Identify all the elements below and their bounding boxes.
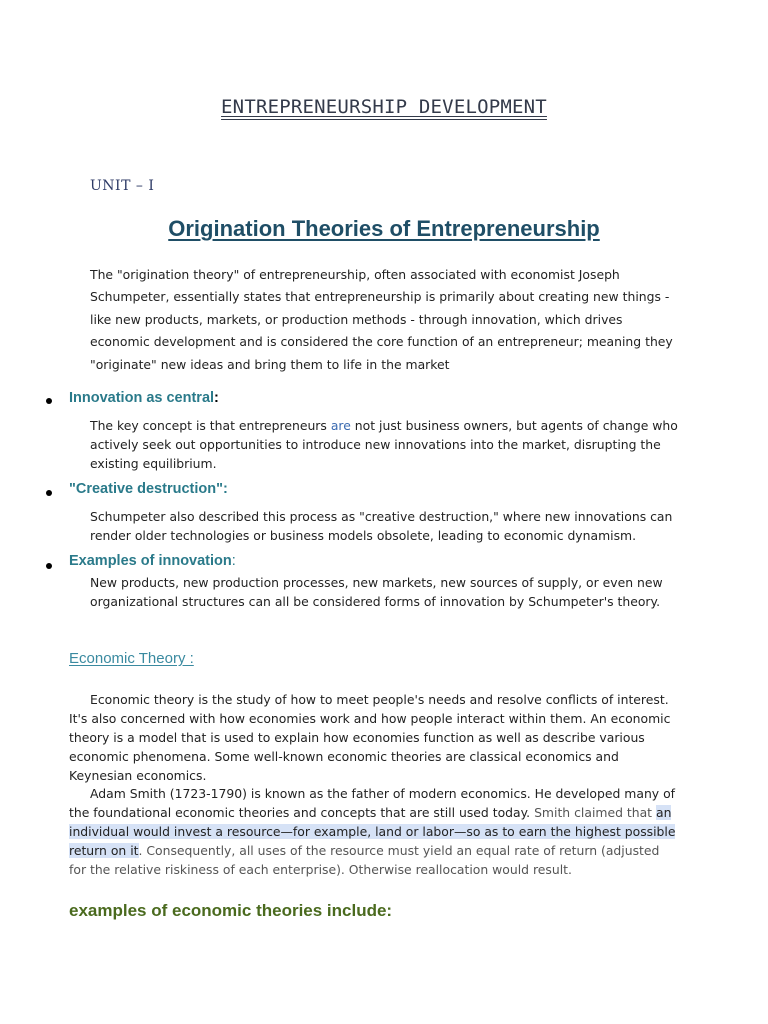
paragraph-text-gray: Smith claimed that: [534, 805, 656, 820]
bullet-body-text: not just business owners, but agents of change who actively seek out opportunities to introduce new innovations into the market, disrupting the existing equilibrium.: [90, 418, 678, 471]
bullet-body-creative-destruction: Schumpeter also described this process as "creative destruction," where new innovations can render older technologies or business models obsolete, leading to economic dynamism.: [90, 509, 673, 543]
bullet-dot-icon: [46, 563, 52, 569]
examples-heading: examples of economic theories include:: [69, 901, 393, 920]
highlighted-text[interactable]: an individual would invest a resource—for example, land or labor—so as to earn the highest possible return on it: [69, 805, 676, 858]
section-heading: Origination Theories of Entrepreneurship: [168, 216, 600, 241]
document-title: ENTREPRENEURSHIP DEVELOPMENT: [221, 96, 547, 118]
bullet-dot-icon: [46, 490, 52, 496]
bullet-body-innovation: [90, 416, 680, 473]
bullet-heading-colon: :: [231, 553, 236, 569]
bullet-heading-colon: :: [214, 390, 219, 406]
bullet-heading-innovation: [69, 390, 219, 406]
bullet-heading-examples: [69, 553, 236, 569]
economic-theory-paragraph: Economic theory is the study of how to meet people's needs and resolve conflicts of interest. It's also concerned with how economies work and how people interact within them. An economic theory is a model that is used to explain how economies function as well as describe various economic phenomena. Some well-known economic theories are classical economics and Keynesian economics.: [69, 692, 671, 783]
bullet-heading-text: Examples of innovation: [69, 553, 232, 569]
adam-smith-paragraph: [69, 784, 679, 879]
paragraph-text: Adam Smith (1723-1790) is known as the father of modern economics. He developed many of the foundational economic theories and concepts that are still used today.: [69, 786, 676, 820]
bullet-body-text: The key concept is that entrepreneurs: [90, 418, 331, 433]
intro-paragraph: The "origination theory" of entrepreneurship, often associated with economist Joseph Schumpeter, essentially states that entrepreneurship is primarily about creating new things - like new products, markets, or production methods - through innovation, which drives economic development and is considered the core function of an entrepreneur; meaning they "originate" new ideas and bring them to life in the market: [90, 267, 673, 372]
bullet-dot-icon: [46, 398, 52, 404]
bullet-heading-text: Innovation as central: [69, 390, 215, 406]
bullet-heading-creative-destruction: "Creative destruction":: [69, 481, 228, 497]
paragraph-text-gray: . Consequently, all uses of the resource must yield an equal rate of return (adjusted for the relative riskiness of each enterprise). Otherwise reallocation would result.: [69, 843, 660, 877]
unit-label: UNIT – I: [90, 178, 155, 194]
bullet-body-examples: New products, new production processes, new markets, new sources of supply, or even new organizational structures can all be considered forms of innovation by Schumpeter's theory.: [90, 575, 663, 609]
economic-theory-heading: Economic Theory :: [69, 650, 194, 667]
bullet-body-emphasis: are: [330, 418, 351, 433]
